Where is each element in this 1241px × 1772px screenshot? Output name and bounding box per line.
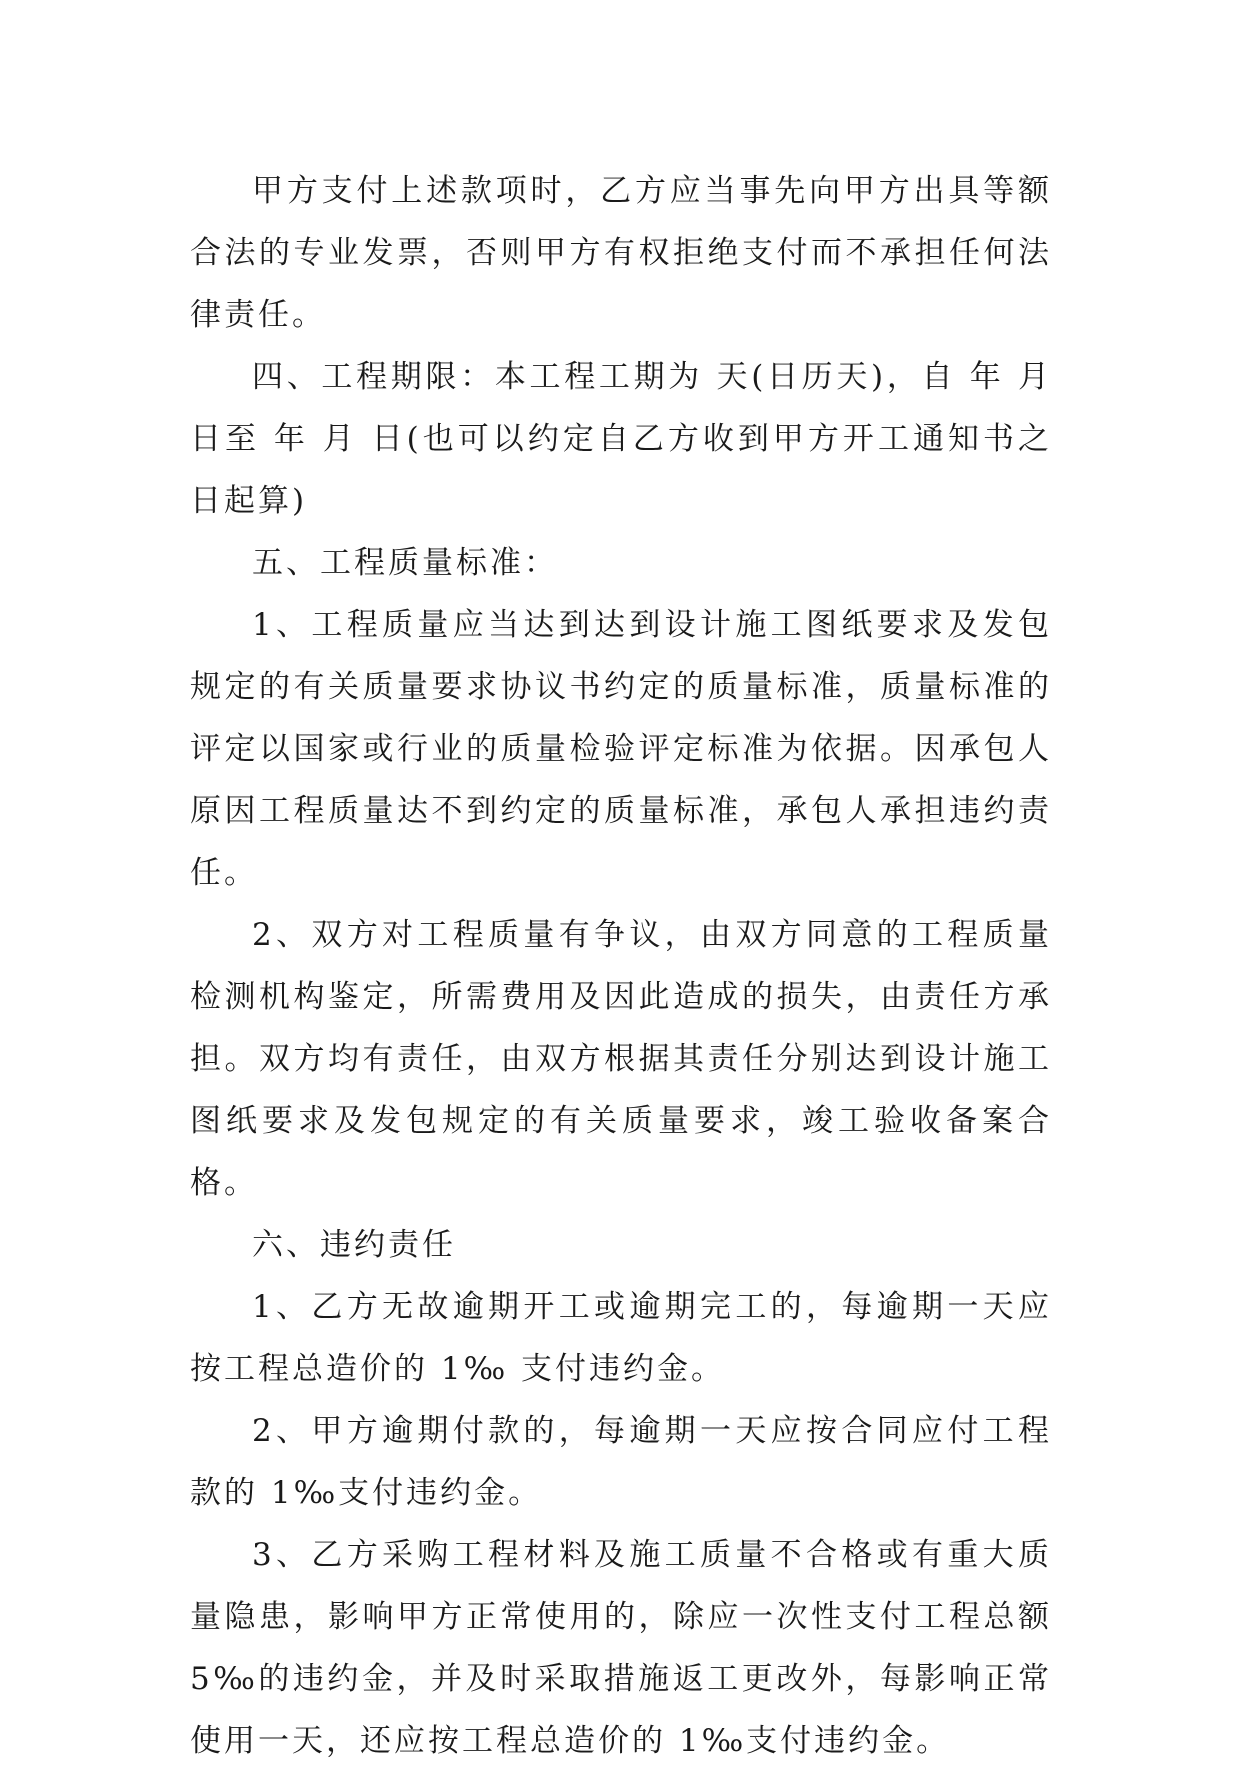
document-page (190, 160, 1052, 1772)
paragraph-breach-item-2: 2、甲方逾期付款的，每逾期一天应按合同应付工程款的 1‰支付违约金。 (190, 1413, 1052, 1511)
heading-quality-standard: 五、工程质量标准： (252, 545, 558, 581)
heading-breach-liability: 六、违约责任 (252, 1227, 456, 1263)
paragraph-quality-item-2: 2、双方对工程质量有争议，由双方同意的工程质量检测机构鉴定，所需费用及因此造成的损失，由责任方承担。双方均有责任，由双方根据其责任分别达到设计施工图纸要求及发包规定的有关质量要求，竣工验收备案合格。 (190, 917, 1052, 1201)
paragraph-quality-item-1: 1、工程质量应当达到达到设计施工图纸要求及发包规定的有关质量要求协议书约定的质量标准，质量标准的评定以国家或行业的质量检验评定标准为依据。因承包人原因工程质量达不到约定的质量标准，承包人承担违约责任。 (190, 607, 1052, 891)
paragraph-breach-item-1: 1、乙方无故逾期开工或逾期完工的，每逾期一天应按工程总造价的 1‰ 支付违约金。 (190, 1289, 1052, 1387)
paragraph-breach-item-3: 3、乙方采购工程材料及施工质量不合格或有重大质量隐患，影响甲方正常使用的，除应一次性支付工程总额 5‰的违约金，并及时采取措施返工更改外，每影响正常使用一天，还应按工程总造价的 1‰支付违约金。 (190, 1537, 1052, 1759)
paragraph-payment-invoice: 甲方支付上述款项时，乙方应当事先向甲方出具等额合法的专业发票，否则甲方有权拒绝支付而不承担任何法律责任。 (190, 173, 1052, 333)
paragraph-project-period: 四、工程期限：本工程工期为 天(日历天)，自 年 月 日至 年 月 日(也可以约定自乙方收到甲方开工通知书之日起算) (190, 359, 1052, 519)
